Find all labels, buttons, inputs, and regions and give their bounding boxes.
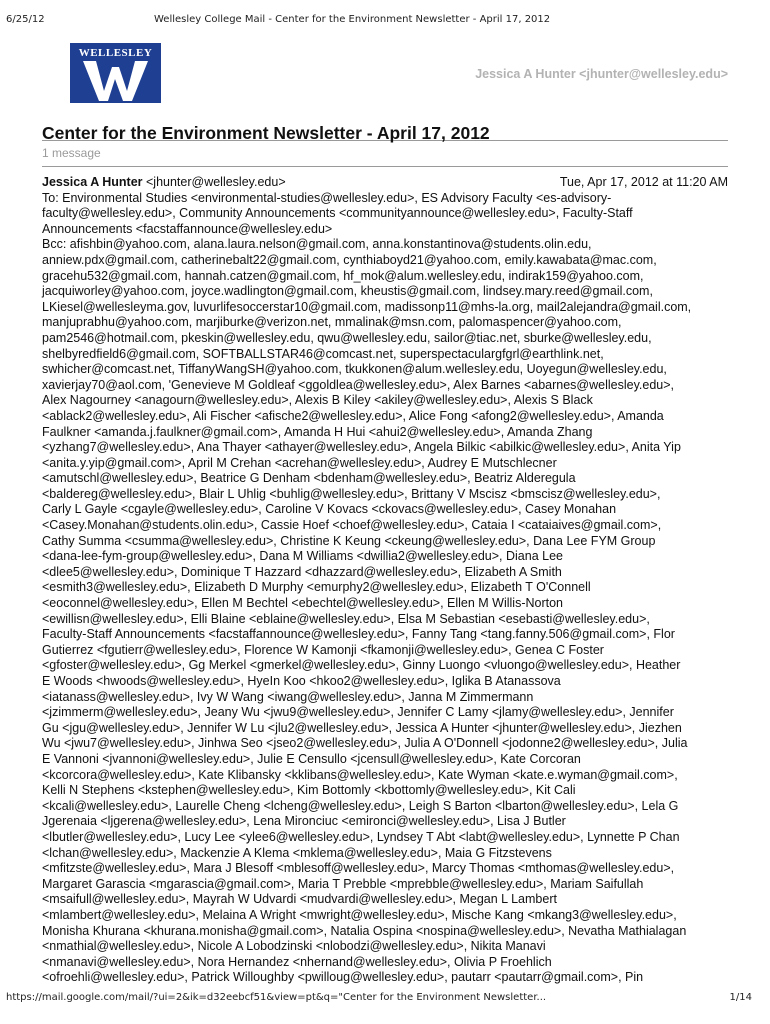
recipient-line: <Casey.Monahan@students.olin.edu>, Cassie Hoef <choef@wellesley.edu>, Cataia I <cataiaives@gmail.com>, — [42, 518, 662, 533]
recipient-line: Faulkner <amanda.j.faulkner@gmail.com>, Amanda H Hui <ahui2@wellesley.edu>, Amanda Zhang — [42, 424, 593, 439]
recipient-line: E Vannoni <jvannoni@wellesley.edu>, Julie E Censullo <jcensull@wellesley.edu>, Kate Corcoran — [42, 751, 581, 766]
recipient-line: To: Environmental Studies <environmental-studies@wellesley.edu>, ES Advisory Faculty <es-advisory- — [42, 190, 612, 205]
page-number: 1/14 — [729, 992, 752, 1003]
recipient-line: Faculty-Staff Announcements <facstaffannounce@wellesley.edu>, Fanny Tang <tang.fanny.506@gmail.com>, Flor — [42, 627, 675, 642]
recipient-line: xavierjay70@aol.com, 'Genevieve M Goldleaf <ggoldlea@wellesley.edu>, Alex Barnes <abarnes@wellesley.edu>, — [42, 377, 675, 392]
recipient-line: <gfoster@wellesley.edu>, Gg Merkel <gmerkel@wellesley.edu>, Ginny Luongo <vluongo@wellesley.edu>, Heather — [42, 658, 681, 673]
recipient-line: <nmanavi@wellesley.edu>, Nora Hernandez <nhernand@wellesley.edu>, Olivia P Froehlich — [42, 954, 552, 969]
recipient-line: Carly L Gayle <cgayle@wellesley.edu>, Caroline V Kovacs <ckovacs@wellesley.edu>, Casey Monahan — [42, 502, 617, 517]
recipient-line: gracehu532@gmail.com, hannah.catzen@gmail.com, hf_mok@alum.wellesley.edu, indirak159@yahoo.com, — [42, 268, 644, 283]
recipient-line: Kelli N Stephens <kstephen@wellesley.edu>, Kim Bottomly <kbottomly@wellesley.edu>, Kit Cali — [42, 783, 576, 798]
recipient-line: <ablack2@wellesley.edu>, Ali Fischer <afische2@wellesley.edu>, Alice Fong <afong2@wellesley.edu>, Amanda — [42, 408, 664, 423]
recipient-line: <lbutler@wellesley.edu>, Lucy Lee <ylee6@wellesley.edu>, Lyndsey T Abt <labt@wellesley.edu>, Lynnette P Chan — [42, 829, 680, 844]
message-body — [42, 175, 732, 986]
print-footer — [0, 992, 770, 1008]
account-name: Jessica A Hunter <jhunter@wellesley.edu> — [475, 67, 728, 81]
recipient-line: <yzhang7@wellesley.edu>, Ana Thayer <athayer@wellesley.edu>, Angela Bilkic <abilkic@wellesley.edu>, Anita Yip — [42, 440, 681, 455]
message-count: 1 message — [42, 146, 101, 160]
print-header — [0, 14, 770, 30]
sender-name: Jessica A Hunter — [42, 175, 143, 189]
logo-wordmark: WELLESLEY — [78, 47, 153, 59]
recipient-line: <ewillisn@wellesley.edu>, Elli Blaine <eblaine@wellesley.edu>, Elsa M Sebastian <esebasti@wellesley.edu>, — [42, 611, 650, 626]
recipient-line: manjuprabhu@yahoo.com, marjiburke@verizon.net, mmalinak@msn.com, palomaspencer@yahoo.com, — [42, 315, 622, 330]
recipient-line: E Woods <hwoods@wellesley.edu>, HyeIn Koo <hkoo2@wellesley.edu>, Iglika B Atanassova — [42, 674, 561, 688]
recipient-line: jacquiworley@yahoo.com, joyce.wadlington@gmail.com, kheustis@gmail.com, lindsey.mary.reed@gmail.com, — [42, 284, 653, 299]
sender-email: <jhunter@wellesley.edu> — [142, 175, 286, 189]
recipient-line: anniew.pdx@gmail.com, catherinebalt22@gmail.com, cynthiaboyd21@yahoo.com, emily.kawabata@mac.com, — [42, 252, 657, 267]
recipient-line: <dana-lee-fym-group@wellesley.edu>, Dana M Williams <dwillia2@wellesley.edu>, Diana Lee — [42, 549, 563, 564]
from-line — [42, 175, 732, 191]
recipient-line: Cathy Summa <csumma@wellesley.edu>, Christine K Keung <ckeung@wellesley.edu>, Dana Lee FYM Group — [42, 533, 656, 548]
print-page-title: Wellesley College Mail - Center for the Environment Newsletter - April 17, 2012 — [154, 14, 551, 25]
recipient-line: Monisha Khurana <khurana.monisha@gmail.com>, Natalia Ospina <nospina@wellesley.edu>, Nevatha Mathialagan — [42, 923, 687, 938]
message-date: Tue, Apr 17, 2012 at 11:20 AM — [559, 175, 728, 189]
recipient-line: <amutschl@wellesley.edu>, Beatrice G Denham <bdenham@wellesley.edu>, Beatriz Alderegula — [42, 471, 576, 486]
recipient-line: Jgerenaia <ljgerena@wellesley.edu>, Lena Mironciuc <emironci@wellesley.edu>, Lisa J Butler — [42, 814, 566, 829]
recipient-line: <lchan@wellesley.edu>, Mackenzie A Klema <mklema@wellesley.edu>, Maia G Fitzstevens — [42, 845, 552, 860]
recipient-line: <ofroehli@wellesley.edu>, Patrick Willoughby <pwilloug@wellesley.edu>, pautarr <pautarr@gmail.com>, Pin — [42, 970, 644, 985]
recipient-line: <mlambert@wellesley.edu>, Melaina A Wright <mwright@wellesley.edu>, Mische Kang <mkang3@wellesley.edu>, — [42, 907, 677, 922]
recipient-line: faculty@wellesley.edu>, Community Announcements <communityannounce@wellesley.edu>, Faculty-Staff — [42, 206, 633, 221]
recipient-line: <baldereg@wellesley.edu>, Blair L Uhlig <buhlig@wellesley.edu>, Brittany V Mscisz <bmscisz@wellesley.edu>, — [42, 486, 661, 501]
recipient-line: <nmathial@wellesley.edu>, Nicole A Lobodzinski <nlobodzi@wellesley.edu>, Nikita Manavi — [42, 939, 546, 954]
recipient-line: <msaifull@wellesley.edu>, Mayrah W Udvardi <mudvardi@wellesley.edu>, Megan L Lambert — [42, 892, 557, 907]
recipient-line: LKiesel@wellesleyma.gov, luvurlifesoccerstar10@gmail.com, madissonp11@mhs-la.org, mail2alejandra@gmail.com, — [42, 299, 692, 314]
recipient-line: Alex Nagourney <anagourn@wellesley.edu>, Alexis B Kiley <akiley@wellesley.edu>, Alexis S Black — [42, 393, 593, 408]
recipient-line: <mfitzste@wellesley.edu>, Mara J Blesoff <mblesoff@wellesley.edu>, Marcy Thomas <mthomas@wellesley.edu>, — [42, 861, 675, 876]
w-monogram-icon — [70, 43, 161, 105]
divider — [42, 166, 728, 167]
recipient-line: Wu <jwu7@wellesley.edu>, Jinhwa Seo <jseo2@wellesley.edu>, Julia A O'Donnell <jodonne2@wellesley.edu>, Julia — [42, 736, 688, 751]
print-url: https://mail.google.com/mail/?ui=2&ik=d32eebcf51&view=pt&q="Center for the Environment Newsletter... — [6, 992, 547, 1003]
recipient-line: shelbyredfield6@gmail.com, SOFTBALLSTAR46@comcast.net, superspectaculargfgrl@earthlink.net, — [42, 346, 604, 361]
recipient-line: <jzimmerm@wellesley.edu>, Jeany Wu <jwu9@wellesley.edu>, Jennifer C Lamy <jlamy@wellesley.edu>, Jennifer — [42, 705, 674, 720]
recipient-line: Gu <jgu@wellesley.edu>, Jennifer W Lu <jlu2@wellesley.edu>, Jessica A Hunter <jhunter@wellesley.edu>, Jiezhen — [42, 720, 682, 735]
recipient-line: Margaret Garascia <mgarascia@gmail.com>, Maria T Prebble <mprebble@wellesley.edu>, Mariam Saifullah — [42, 876, 644, 891]
recipient-line: <kcali@wellesley.edu>, Laurelle Cheng <lcheng@wellesley.edu>, Leigh S Barton <lbarton@wellesley.edu>, Lela G — [42, 798, 679, 813]
recipient-line: <iatanass@wellesley.edu>, Ivy W Wang <iwang@wellesley.edu>, Janna M Zimmermann — [42, 689, 534, 704]
recipient-line: <kcorcora@wellesley.edu>, Kate Klibansky <kklibans@wellesley.edu>, Kate Wyman <kate.e.wyman@gmail.com>, — [42, 767, 678, 782]
recipient-list — [42, 191, 732, 986]
recipient-line: swhicher@comcast.net, TiffanyWangSH@yahoo.com, tkukkonen@alum.wellesley.edu, Uoyegun@wellesley.edu, — [42, 362, 667, 377]
wellesley-logo[interactable] — [70, 43, 161, 105]
recipient-line: <esmith3@wellesley.edu>, Elizabeth D Murphy <emurphy2@wellesley.edu>, Elizabeth T O'Connell — [42, 580, 591, 595]
recipient-line: Bcc: afishbin@yahoo.com, alana.laura.nelson@gmail.com, anna.konstantinova@students.olin.edu, — [42, 237, 592, 252]
recipient-line: pam2546@hotmail.com, pkeskin@wellesley.edu, qwu@wellesley.edu, sailor@tiac.net, sburke@wellesley.edu, — [42, 330, 652, 345]
recipient-line: <dlee5@wellesley.edu>, Dominique T Hazzard <dhazzard@wellesley.edu>, Elizabeth A Smith — [42, 564, 562, 579]
recipient-line: <eoconnel@wellesley.edu>, Ellen M Bechtel <ebechtel@wellesley.edu>, Ellen M Willis-Norton — [42, 596, 564, 611]
recipient-line: Announcements <facstaffannounce@wellesley.edu> — [42, 221, 333, 236]
print-date: 6/25/12 — [6, 14, 45, 25]
recipient-line: <anita.y.yip@gmail.com>, April M Crehan <acrehan@wellesley.edu>, Audrey E Mutschlecner — [42, 455, 557, 470]
email-subject: Center for the Environment Newsletter - April 17, 2012 — [42, 123, 490, 143]
recipient-line: Gutierrez <fgutierr@wellesley.edu>, Florence W Kamonji <fkamonji@wellesley.edu>, Genea C Foster — [42, 642, 604, 657]
